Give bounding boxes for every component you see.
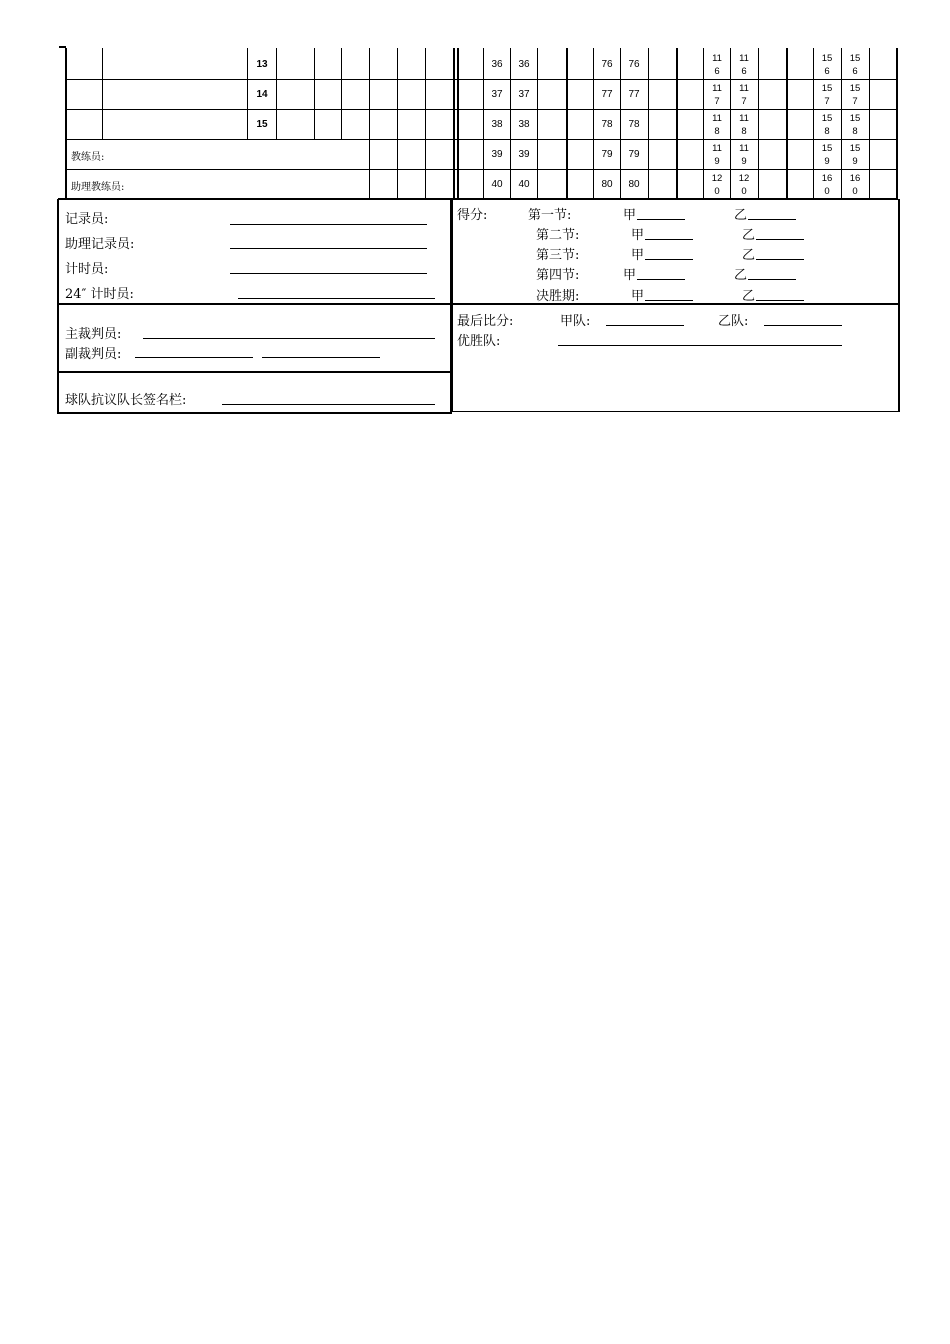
player-number: 13 <box>256 59 268 70</box>
running-score-cell-top: 11 <box>712 83 722 94</box>
grid-line <box>102 48 103 139</box>
team-a-label: 甲 <box>631 289 645 304</box>
running-score-cell-bottom: 6 <box>824 66 830 77</box>
assistant-scorer-label: 助理记录员: <box>65 237 135 252</box>
running-score-cell-bottom: 6 <box>741 66 747 77</box>
grid-line <box>425 48 426 199</box>
timer-signature-line[interactable] <box>230 273 427 274</box>
running-score-cell-top: 15 <box>821 143 833 154</box>
grid-line <box>65 169 897 170</box>
running-score-cell-top: 15 <box>849 83 861 94</box>
team-a-label: 甲 <box>631 228 645 243</box>
running-score-cell: 80 <box>601 179 613 190</box>
grid-line <box>397 48 398 199</box>
final-score-label: 最后比分: <box>457 314 514 329</box>
running-score-cell: 77 <box>628 89 640 100</box>
running-score-cell: 76 <box>628 59 640 70</box>
running-score-cell-top: 16 <box>849 173 861 184</box>
running-score-cell-top: 11 <box>739 113 749 124</box>
umpire-signature-line[interactable] <box>135 357 253 358</box>
running-score-cell-top: 11 <box>739 53 749 64</box>
period-label: 第二节: <box>536 228 580 243</box>
team-b-label: 乙 <box>742 248 756 263</box>
running-score-cell-bottom: 0 <box>824 186 830 197</box>
assistant-coach-label: 助理教练员: <box>71 182 125 193</box>
running-score-cell: 76 <box>601 59 613 70</box>
team-b-score-line[interactable] <box>748 219 796 220</box>
running-score-cell-bottom: 7 <box>824 96 830 107</box>
team-b-score-line[interactable] <box>756 300 804 301</box>
running-score-cell: 37 <box>518 89 530 100</box>
player-number: 14 <box>256 89 268 100</box>
running-score-cell-bottom: 9 <box>824 156 830 167</box>
running-score-cell-bottom: 8 <box>852 126 858 137</box>
running-score-cell: 38 <box>491 119 503 130</box>
grid-line <box>457 48 459 199</box>
running-score-cell-bottom: 7 <box>714 96 720 107</box>
final-team-b-label: 乙队: <box>718 314 749 329</box>
team-b-label: 乙 <box>742 228 756 243</box>
score-title: 得分: <box>457 208 488 223</box>
grid-line <box>896 48 898 199</box>
scorer-label: 记录员: <box>65 212 109 227</box>
shot-clock-operator-label: 24″ 计时员: <box>65 287 134 302</box>
running-score-cell: 79 <box>601 149 613 160</box>
team-a-label: 甲 <box>623 208 637 223</box>
grid-line <box>314 48 315 139</box>
team-a-score-line[interactable] <box>645 300 693 301</box>
running-score-cell-bottom: 6 <box>714 66 720 77</box>
running-score-cell: 39 <box>518 149 530 160</box>
running-score-cell-top: 15 <box>821 53 833 64</box>
running-score-cell: 38 <box>518 119 530 130</box>
grid-line <box>65 139 897 140</box>
running-score-cell-top: 11 <box>739 83 749 94</box>
team-a-score-line[interactable] <box>645 259 693 260</box>
running-score-cell: 79 <box>628 149 640 160</box>
winner-label: 优胜队: <box>457 334 501 349</box>
running-score-cell-bottom: 0 <box>741 186 747 197</box>
running-score-cell: 37 <box>491 89 503 100</box>
running-score-cell-bottom: 9 <box>852 156 858 167</box>
running-score-cell-top: 15 <box>849 113 861 124</box>
final-team-a-score-line[interactable] <box>606 325 684 326</box>
team-b-score-line[interactable] <box>756 239 804 240</box>
running-score-cell-bottom: 0 <box>852 186 858 197</box>
player-number: 15 <box>256 119 268 130</box>
running-score-cell-bottom: 8 <box>741 126 747 137</box>
running-score-cell: 36 <box>491 59 503 70</box>
running-score-cell-top: 11 <box>712 53 722 64</box>
period-score-box <box>451 199 900 305</box>
referee-label: 主裁判员: <box>65 327 122 342</box>
shot-clock-operator-signature-line[interactable] <box>238 298 435 299</box>
running-score-cell-top: 15 <box>821 113 833 124</box>
running-score-cell: 78 <box>628 119 640 130</box>
running-score-cell-bottom: 7 <box>741 96 747 107</box>
grid-line <box>869 48 870 199</box>
timer-label: 计时员: <box>65 262 109 277</box>
grid-line <box>537 48 538 199</box>
referee-signature-line[interactable] <box>143 338 435 339</box>
umpire-signature-line[interactable] <box>262 357 380 358</box>
grid-line <box>276 48 277 139</box>
umpire-label: 副裁判员: <box>65 347 122 362</box>
period-label: 决胜期: <box>536 289 580 304</box>
grid-line <box>369 48 370 199</box>
period-label: 第三节: <box>536 248 580 263</box>
running-score-cell-top: 15 <box>821 83 833 94</box>
running-score-cell: 39 <box>491 149 503 160</box>
grid-line <box>453 48 455 199</box>
team-b-label: 乙 <box>734 268 748 283</box>
running-score-cell-top: 11 <box>739 143 749 154</box>
running-score-cell-bottom: 9 <box>741 156 747 167</box>
grid-line <box>758 48 759 199</box>
period-label: 第四节: <box>536 268 580 283</box>
team-b-score-line[interactable] <box>756 259 804 260</box>
running-score-cell-bottom: 8 <box>714 126 720 137</box>
final-team-a-label: 甲队: <box>560 314 591 329</box>
scorer-signature-line[interactable] <box>230 224 427 225</box>
team-b-label: 乙 <box>734 208 748 223</box>
running-score-cell-bottom: 9 <box>714 156 720 167</box>
score-sheet-grid <box>0 0 950 200</box>
running-score-cell-bottom: 0 <box>714 186 720 197</box>
protest-signature-line[interactable] <box>222 404 435 405</box>
winner-line[interactable] <box>558 345 842 346</box>
grid-line <box>65 109 897 110</box>
running-score-cell: 36 <box>518 59 530 70</box>
running-score-cell-top: 15 <box>849 143 861 154</box>
grid-line <box>65 48 67 199</box>
running-score-cell-bottom: 7 <box>852 96 858 107</box>
running-score-cell-bottom: 8 <box>824 126 830 137</box>
coach-label: 教练员: <box>71 152 105 163</box>
team-a-score-line[interactable] <box>645 239 693 240</box>
team-a-label: 甲 <box>631 248 645 263</box>
final-score-box <box>451 305 900 412</box>
running-score-cell-top: 16 <box>821 173 833 184</box>
team-b-score-line[interactable] <box>748 279 796 280</box>
final-team-b-score-line[interactable] <box>764 325 842 326</box>
running-score-cell-top: 11 <box>712 143 722 154</box>
running-score-cell: 80 <box>628 179 640 190</box>
grid-line <box>648 48 649 199</box>
running-score-cell: 40 <box>518 179 530 190</box>
team-b-label: 乙 <box>742 289 756 304</box>
grid-line <box>786 48 788 199</box>
running-score-cell: 77 <box>601 89 613 100</box>
running-score-cell-top: 12 <box>738 173 750 184</box>
grid-line <box>676 48 678 199</box>
running-score-cell-top: 11 <box>712 113 722 124</box>
grid-line <box>566 48 568 199</box>
period-label: 第一节: <box>528 208 572 223</box>
running-score-cell: 40 <box>491 179 503 190</box>
team-a-label: 甲 <box>623 268 637 283</box>
running-score-cell: 78 <box>601 119 613 130</box>
protest-label: 球队抗议队长签名栏: <box>65 393 187 408</box>
running-score-cell-top: 12 <box>711 173 723 184</box>
running-score-cell-top: 15 <box>849 53 861 64</box>
grid-line <box>65 79 897 80</box>
grid-line <box>341 48 342 139</box>
running-score-cell-bottom: 6 <box>852 66 858 77</box>
team-a-score-line[interactable] <box>637 279 685 280</box>
team-a-score-line[interactable] <box>637 219 685 220</box>
assistant-scorer-signature-line[interactable] <box>230 248 427 249</box>
